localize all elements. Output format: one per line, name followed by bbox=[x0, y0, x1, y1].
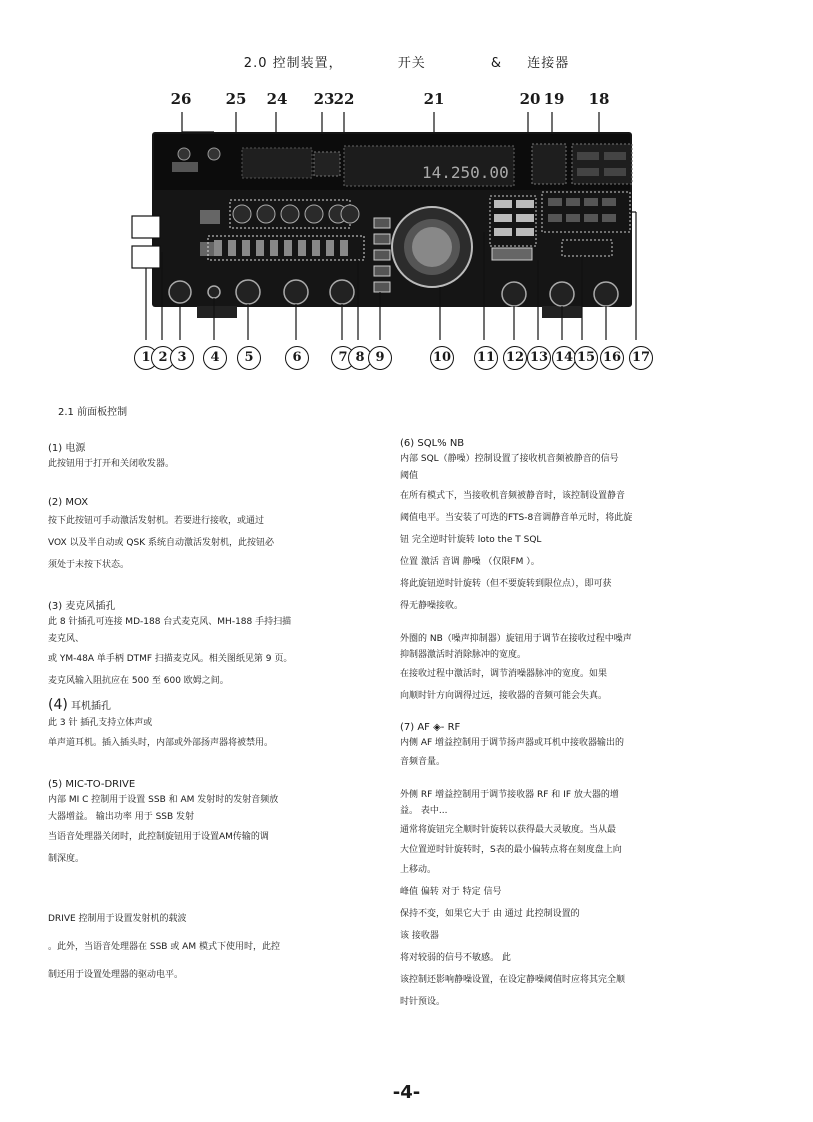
item-2-text: VOX 以及半自动或 QSK 系统自动激活发射机，此按钮必 bbox=[48, 538, 274, 548]
item-7-text: 内侧 AF 增益控制用于调节扬声器或耳机中接收器输出的 bbox=[400, 738, 625, 748]
callout-19: 19 bbox=[543, 90, 565, 108]
item-6-text: 将此旋钮逆时针旋转（但不要旋转到限位点），即可获 bbox=[400, 579, 612, 589]
item-1-text: 此按钮用于打开和关闭收发器。 bbox=[48, 459, 175, 469]
item-6-text: 在接收过程中激活时，调节消噪器脉冲的宽度。如果 bbox=[400, 669, 608, 679]
item-3-text: 或 YM-48A 单手柄 DTMF 扫描麦克风。相关图纸见第 9 页。 bbox=[48, 654, 293, 664]
page-title bbox=[0, 52, 813, 71]
item-2-text: 按下此按钮可手动激活发射机。若要进行接收，或通过 bbox=[48, 516, 265, 526]
item-7-text: 将对较弱的信号不敏感。 此 bbox=[400, 953, 511, 963]
item-6-text: 内部 SQL（静噪）控制设置了接收机音频被静音的信号 bbox=[400, 454, 619, 464]
item-4-text: 单声道耳机。插入插头时，内部或外部扬声器将被禁用。 bbox=[48, 738, 274, 748]
callout-21: 21 bbox=[423, 90, 445, 108]
item-4-text: 此 3 针 插孔支持立体声或 bbox=[48, 718, 153, 728]
item-6-text: 位置 激活 音调 静噪 （仅限FM ）。 bbox=[400, 557, 540, 567]
item-4-heading bbox=[48, 698, 378, 714]
item-7-text: 上移动。 bbox=[400, 865, 437, 875]
frequency-readout: 14.250.00 bbox=[422, 163, 509, 182]
callout-24: 24 bbox=[266, 90, 288, 108]
item-6-heading: (6) SQL% NB bbox=[400, 438, 465, 449]
callout-20: 20 bbox=[519, 90, 541, 108]
item-7-text: 保持不变，如果它大于 由 通过 此控制设置的 bbox=[400, 909, 580, 919]
callout-25: 25 bbox=[225, 90, 247, 108]
item-5-text: 制还用于设置处理器的驱动电平。 bbox=[48, 970, 184, 980]
item-5-text: 当语音处理器关闭时，此控制旋钮用于设置AM传输的调 bbox=[48, 832, 269, 842]
item-2-heading: (2) MOX bbox=[48, 497, 89, 508]
item-6-text: 向顺时针方向调得过远，接收器的音频可能会失真。 bbox=[400, 691, 608, 701]
item-7-text: 外侧 RF 增益控制用于调节接收器 RF 和 IF 放大器的增 bbox=[400, 790, 619, 800]
callout-6: 6 bbox=[285, 346, 309, 370]
callout-16: 16 bbox=[600, 346, 624, 370]
item-7-text: 峰值 偏转 对于 特定 信号 bbox=[400, 887, 502, 897]
callout-7: 7 bbox=[331, 346, 355, 370]
callout-10: 10 bbox=[430, 346, 454, 370]
callout-1: 1 bbox=[134, 346, 158, 370]
title-part: 连接器 bbox=[527, 56, 570, 71]
callout-17: 17 bbox=[629, 346, 653, 370]
item-6-text: 钮 完全逆时针旋转 loto the T SQL bbox=[400, 535, 542, 545]
item-5-text: 内部 MI C 控制用于设置 SSB 和 AM 发射时的发射音频放 bbox=[48, 795, 279, 805]
callout-14: 14 bbox=[552, 346, 576, 370]
item-5-text: 大器增益。 输出功率 用于 SSB 发射 bbox=[48, 812, 195, 822]
callout-22: 22 bbox=[333, 90, 355, 108]
item-7-text: 益。 表中... bbox=[400, 806, 448, 816]
right-column bbox=[400, 437, 730, 1013]
item-4-number: (4) bbox=[48, 697, 68, 713]
item-7-text: 时针预设。 bbox=[400, 997, 446, 1007]
item-2-text: 须处于未按下状态。 bbox=[48, 560, 130, 570]
item-7-heading: (7) AF ◈- RF bbox=[400, 722, 461, 733]
callout-26: 26 bbox=[170, 90, 192, 108]
left-column bbox=[48, 442, 378, 986]
callout-2: 2 bbox=[151, 346, 175, 370]
callout-11: 11 bbox=[474, 346, 498, 370]
item-6-text: 抑制器激活时消除脉冲的宽度。 bbox=[400, 650, 527, 660]
callout-15: 15 bbox=[574, 346, 598, 370]
item-5-heading: (5) MIC-TO-DRIVE bbox=[48, 779, 136, 790]
callout-12: 12 bbox=[503, 346, 527, 370]
item-7-text: 该控制还影响静噪设置，在设定静噪阈值时应将其完全顺 bbox=[400, 975, 626, 985]
page-number: -4- bbox=[392, 1082, 421, 1103]
callout-5: 5 bbox=[237, 346, 261, 370]
callout-13: 13 bbox=[527, 346, 551, 370]
item-7-text: 音频音量。 bbox=[400, 757, 446, 767]
item-6-text: 得无静噪接收。 bbox=[400, 601, 464, 611]
callout-23: 23 bbox=[313, 90, 335, 108]
callout-3: 3 bbox=[170, 346, 194, 370]
item-6-text: 阈值电平。当安装了可选的FTS-8音调静音单元时，将此旋 bbox=[400, 513, 633, 523]
item-5-text: 制深度。 bbox=[48, 854, 85, 864]
item-3-heading: (3) 麦克风插孔 bbox=[48, 601, 116, 612]
callout-18: 18 bbox=[588, 90, 610, 108]
item-1-heading: (1) 电源 bbox=[48, 443, 86, 454]
item-6-text: 阈值 bbox=[400, 471, 419, 481]
callout-4: 4 bbox=[203, 346, 227, 370]
title-part: 开关 bbox=[397, 56, 426, 71]
callout-8: 8 bbox=[348, 346, 372, 370]
item-7-text: 该 接收器 bbox=[400, 931, 439, 941]
title-part: & bbox=[490, 56, 503, 71]
item-4-title: 耳机插孔 bbox=[71, 701, 112, 712]
item-6-text: 外圈的 NB（噪声抑制器）旋钮用于调节在接收过程中噪声 bbox=[400, 634, 632, 644]
item-3-text: 此 8 针插孔可连接 MD-188 台式麦克风、MH-188 手持扫描 bbox=[48, 617, 292, 627]
item-5-text: 。此外，当语音处理器在 SSB 或 AM 模式下使用时，此控 bbox=[48, 942, 280, 952]
item-3-text: 麦克风、 bbox=[48, 634, 85, 644]
item-3-text: 麦克风输入阻抗应在 500 至 600 欧姆之间。 bbox=[48, 676, 229, 686]
item-5-text: DRIVE 控制用于设置发射机的载波 bbox=[48, 914, 187, 924]
item-7-text: 大位置逆时针旋转时，S表的最小偏转点将在刻度盘上向 bbox=[400, 845, 622, 855]
item-7-text: 通常将旋钮完全顺时针旋转以获得最大灵敏度。当从最 bbox=[400, 825, 617, 835]
section-heading: 2.1 前面板控制 bbox=[58, 407, 128, 418]
callout-9: 9 bbox=[368, 346, 392, 370]
radio-front-panel-photo bbox=[122, 82, 647, 382]
title-part: 2.0 控制装置， bbox=[243, 56, 343, 71]
item-6-text: 在所有模式下，当接收机音频被静音时，该控制设置静音 bbox=[400, 491, 626, 501]
